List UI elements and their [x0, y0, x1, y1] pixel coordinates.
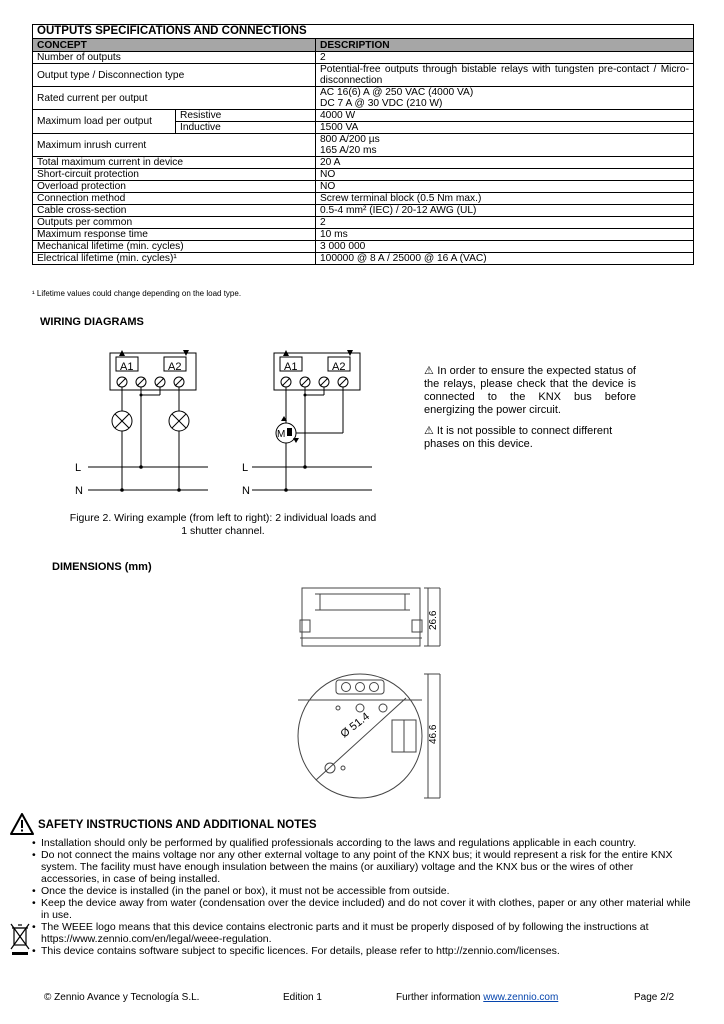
row-value: Potential-free outputs through bistable relays with tungsten pre-contact / Micro-disconnection [316, 64, 694, 87]
row-value: 2 [316, 217, 694, 229]
table-footnote: ¹ Lifetime values could change depending on the load type. [32, 289, 242, 298]
depth-dimension: 46.6 [428, 724, 439, 744]
row-value: 0.5-4 mm² (IEC) / 20-12 AWG (UL) [316, 205, 694, 217]
row-value: 20 A [316, 157, 694, 169]
row-value: 1500 VA [316, 122, 694, 134]
row-concept: Number of outputs [33, 52, 316, 64]
footer-edition: Edition 1 [283, 992, 322, 1003]
line-l-label: L [242, 462, 249, 474]
table-row [33, 241, 694, 253]
row-subconcept: Inductive [176, 122, 316, 134]
footer-more-info-label: Further information [396, 992, 484, 1003]
footer-link[interactable]: www.zennio.com [483, 992, 559, 1003]
safety-heading: SAFETY INSTRUCTIONS AND ADDITIONAL NOTES [38, 819, 317, 831]
line-n-label: N [242, 485, 250, 497]
table-title: OUTPUTS SPECIFICATIONS AND CONNECTIONS [33, 25, 694, 39]
row-value: NO [316, 181, 694, 193]
row-value: 100000 @ 8 A / 25000 @ 16 A (VAC) [316, 253, 694, 265]
row-concept: Maximum load per output [33, 110, 176, 134]
motor-label: M [277, 429, 286, 440]
line-n-label: N [75, 485, 83, 497]
wiring-heading: WIRING DIAGRAMS [40, 316, 144, 328]
table-row [33, 181, 694, 193]
list-item: • The WEEE logo means that this device contains electronic parts and it must be properly disposed of by following the instructions at https://www.zennio.com/en/legal/weee-regulation. [32, 921, 692, 945]
footer-page: Page 2/2 [634, 992, 675, 1003]
line-l-label: L [75, 462, 82, 474]
table-row [33, 87, 694, 110]
row-concept: Maximum inrush current [33, 134, 316, 157]
row-concept: Electrical lifetime (min. cycles)¹ [33, 253, 316, 265]
row-value: 4000 W [316, 110, 694, 122]
dimensions-drawing [280, 580, 460, 800]
warning-icon [10, 813, 34, 835]
table-row [33, 169, 694, 181]
table-row [33, 110, 694, 122]
height-dimension: 26.6 [428, 610, 439, 630]
list-item: • Installation should only be performed by qualified professionals according to the laws and regulations applicable in each country. [32, 837, 692, 849]
table-row [33, 205, 694, 217]
list-item: • Once the device is installed (in the panel or box), it must not be accessible from outside. [32, 885, 692, 897]
caption-line: Figure 2. Wiring example (from left to right): 2 individual loads and [69, 512, 377, 524]
row-value-line: AC 16(6) A @ 250 VAC (4000 VA) [320, 87, 474, 98]
row-value-line: DC 7 A @ 30 VDC (210 W) [320, 98, 443, 109]
wiring-diagram [60, 340, 380, 505]
row-value-line: 165 A/20 ms [320, 145, 377, 156]
dimensions-heading: DIMENSIONS (mm) [52, 561, 152, 573]
row-concept: Rated current per output [33, 87, 316, 110]
row-concept: Connection method [33, 193, 316, 205]
row-concept: Short-circuit protection [33, 169, 316, 181]
terminal-a1-label: A1 [120, 361, 134, 373]
row-concept: Total maximum current in device [33, 157, 316, 169]
row-concept: Output type / Disconnection type [33, 64, 316, 87]
row-concept: Overload protection [33, 181, 316, 193]
row-concept: Maximum response time [33, 229, 316, 241]
row-concept: Outputs per common [33, 217, 316, 229]
row-value [316, 87, 694, 110]
list-item: • Do not connect the mains voltage nor any other external voltage to any point of the KNX bus; it would represent a risk for the entire KNX system. The facility must have enough insulation between the mains (or auxiliary) voltage and the KNX bus or the wires of other accessories, in case of being installed. [32, 849, 692, 885]
caption-line: 1 shutter channel. [181, 525, 265, 537]
row-value: 3 000 000 [316, 241, 694, 253]
row-concept: Mechanical lifetime (min. cycles) [33, 241, 316, 253]
warning-note: ⚠ In order to ensure the expected status of the relays, please check that the device is connected to the KNX bus before energizing the power circuit. [424, 365, 636, 416]
safety-list [32, 837, 692, 957]
column-header-concept: CONCEPT [33, 39, 316, 52]
row-value: Screw terminal block (0.5 Nm max.) [316, 193, 694, 205]
diameter-dimension: Ø 51.4 [338, 710, 372, 741]
weee-bin-icon [10, 922, 30, 956]
specifications-table [32, 24, 694, 265]
terminal-a2-label: A2 [168, 361, 182, 373]
row-subconcept: Resistive [176, 110, 316, 122]
list-item: • This device contains software subject to specific licences. For details, please refer to http://zennio.com/licenses. [32, 945, 692, 957]
figure-caption [58, 512, 388, 538]
column-header-description: DESCRIPTION [316, 39, 694, 52]
footer-more-info [396, 992, 558, 1003]
terminal-a1-label: A1 [284, 361, 298, 373]
wiring-notes [424, 365, 636, 451]
footer-company: © Zennio Avance y Tecnología S.L. [44, 992, 200, 1003]
table-row [33, 157, 694, 169]
row-concept: Cable cross-section [33, 205, 316, 217]
row-value-line: 800 A/200 µs [320, 134, 380, 145]
row-value: 10 ms [316, 229, 694, 241]
terminal-a2-label: A2 [332, 361, 346, 373]
table-row [33, 52, 694, 64]
table-row [33, 134, 694, 157]
table-row [33, 217, 694, 229]
table-row [33, 229, 694, 241]
row-value: 2 [316, 52, 694, 64]
row-value: NO [316, 169, 694, 181]
table-row [33, 253, 694, 265]
list-item: • Keep the device away from water (condensation over the device included) and do not cover it with clothes, paper or any other material while in use. [32, 897, 692, 921]
row-value [316, 134, 694, 157]
table-row [33, 64, 694, 87]
table-row [33, 193, 694, 205]
warning-note: ⚠ It is not possible to connect different phases on this device. [424, 425, 613, 450]
